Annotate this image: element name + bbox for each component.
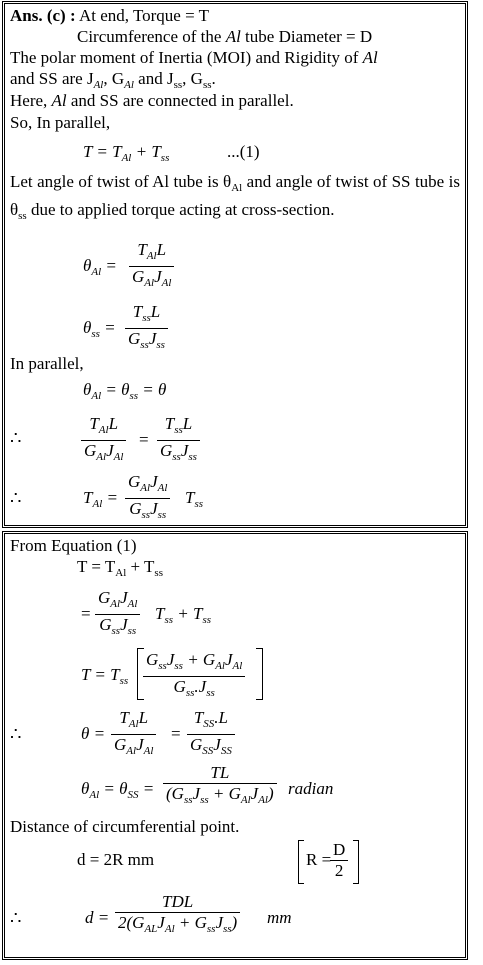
sub-ss: ss xyxy=(18,210,27,222)
moi-text-4: and J xyxy=(138,69,174,88)
t-ss-factor: $T_{ss}$ xyxy=(185,488,204,510)
right-bracket xyxy=(353,840,359,884)
fraction-theta-final: TL $(G_{ss}J_{ss} + G_{Al}J_{Al})$ xyxy=(163,763,277,810)
d-equals-2r: d = 2R mm xyxy=(77,850,155,869)
answer-box-1 xyxy=(4,3,466,526)
moi-text: The polar moment of Inertia (MOI) and Rigidity of xyxy=(10,48,359,67)
t-al-lhs: $T_{Al}$ = xyxy=(83,488,118,510)
torque-text: At end, Torque = T xyxy=(78,6,210,25)
al-italic: Al xyxy=(225,27,241,46)
twist-text-1: Let angle of twist of Al tube is θ xyxy=(10,172,232,191)
r-equals: R = xyxy=(306,850,332,869)
therefore-symbol: ∴ xyxy=(10,428,22,448)
sub-al: Al xyxy=(115,567,127,579)
plus-text: + T xyxy=(130,557,155,576)
moi-text-2: and SS are J xyxy=(10,69,94,88)
fraction-d-final: TDL $2(G_{AL}J_{Al} + G_{ss}J_{ss})$ xyxy=(115,892,240,939)
line-in-parallel: In parallel, xyxy=(10,354,84,373)
theta-final-lhs: $\theta_{Al} = \theta_{SS}$ = xyxy=(81,779,155,801)
fraction-theta-2: $T_{SS}.L$ $G_{SS}J_{SS}$ xyxy=(187,708,235,761)
theta-al-lhs: $\theta_{Al}$ = xyxy=(83,256,117,278)
right-bracket xyxy=(256,648,263,700)
answer-box-2 xyxy=(4,533,466,958)
left-bracket xyxy=(298,840,304,884)
line-circumference xyxy=(77,27,372,47)
line-moi-1 xyxy=(10,48,378,68)
here-text: Here, xyxy=(10,91,48,110)
fraction-theta-1: $T_{Al}L$ $G_{Al}J_{Al}$ xyxy=(111,708,156,761)
fraction-t-al: $G_{Al}J_{Al}$ $G_{ss}J_{ss}$ xyxy=(125,472,170,525)
line-torque xyxy=(10,6,209,26)
circumference-text: Circumference of the xyxy=(77,27,222,46)
fraction-d-over-2: D 2 xyxy=(330,840,348,881)
sub-ss: ss xyxy=(154,567,163,579)
fraction-lhs-equal: $T_{Al}L$ $G_{Al}J_{Al}$ xyxy=(81,414,126,467)
equation-1: $T = T_{Al} + T_{ss}$ xyxy=(83,142,170,164)
diameter-text: tube Diameter = D xyxy=(245,27,373,46)
sub-ss: ss xyxy=(202,79,212,91)
line-here xyxy=(10,91,294,111)
paragraph-twist xyxy=(10,171,460,227)
sub-al: Al xyxy=(124,79,134,91)
theta-ss-lhs: $\theta_{ss}$ = xyxy=(83,318,116,340)
d-lhs: d = xyxy=(85,908,110,927)
line-so-parallel: So, In parallel, xyxy=(10,113,111,132)
period: . xyxy=(211,69,216,88)
fraction-substitution: $G_{Al}J_{Al}$ $G_{ss}J_{ss}$ xyxy=(95,588,140,641)
line-distance: Distance of circumferential point. xyxy=(10,817,240,836)
fraction-theta-ss: $T_{ss}L$ $G_{ss}J_{ss}$ xyxy=(125,302,168,355)
mm-unit: mm xyxy=(267,908,292,927)
radian-unit: radian xyxy=(288,779,334,798)
sub-al: Al xyxy=(231,182,243,194)
fraction-combined: $G_{ss}J_{ss} + G_{Al}J_{Al}$ $G_{ss}.J_{ss}$ xyxy=(143,650,245,703)
line-from-equation: From Equation (1) xyxy=(10,536,137,555)
sub-ss: ss xyxy=(173,79,183,91)
t-combined-lhs: $T = T_{ss}$ xyxy=(81,665,129,687)
here-text-2: and SS are connected in parallel. xyxy=(70,91,294,110)
therefore-symbol: ∴ xyxy=(10,724,22,744)
twist-text-3: due to applied torque acting at cross-section. xyxy=(30,200,335,219)
answer-label: Ans. (c) : xyxy=(10,6,76,25)
equation-number-1: ...(1) xyxy=(227,142,260,161)
equals-sign: = xyxy=(139,430,149,449)
twist-text-2: and angle of twist of SS tube is θ xyxy=(10,172,461,219)
t-eq-text: T = T xyxy=(77,557,116,576)
theta-equality: $\theta_{Al} = \theta_{ss} = \theta$ xyxy=(83,380,167,402)
sub-al: Al xyxy=(93,79,104,91)
equals-sign: = xyxy=(81,604,91,623)
therefore-symbol: ∴ xyxy=(10,908,22,928)
substitution-tail: $T_{ss} + T_{ss}$ xyxy=(155,604,212,626)
moi-text-3: , G xyxy=(103,69,125,88)
fraction-theta-al: $T_{Al}L$ $G_{Al}J_{Al}$ xyxy=(129,240,174,293)
therefore-symbol: ∴ xyxy=(10,488,22,508)
fraction-rhs-equal: $T_{ss}L$ $G_{ss}J_{ss}$ xyxy=(157,414,200,467)
equals-sign: = xyxy=(171,724,181,743)
theta-lhs: θ = xyxy=(81,724,106,743)
al-italic: Al xyxy=(362,48,378,67)
moi-text-5: , G xyxy=(182,69,203,88)
al-italic: Al xyxy=(51,91,67,110)
t-sum-equation xyxy=(77,557,163,583)
